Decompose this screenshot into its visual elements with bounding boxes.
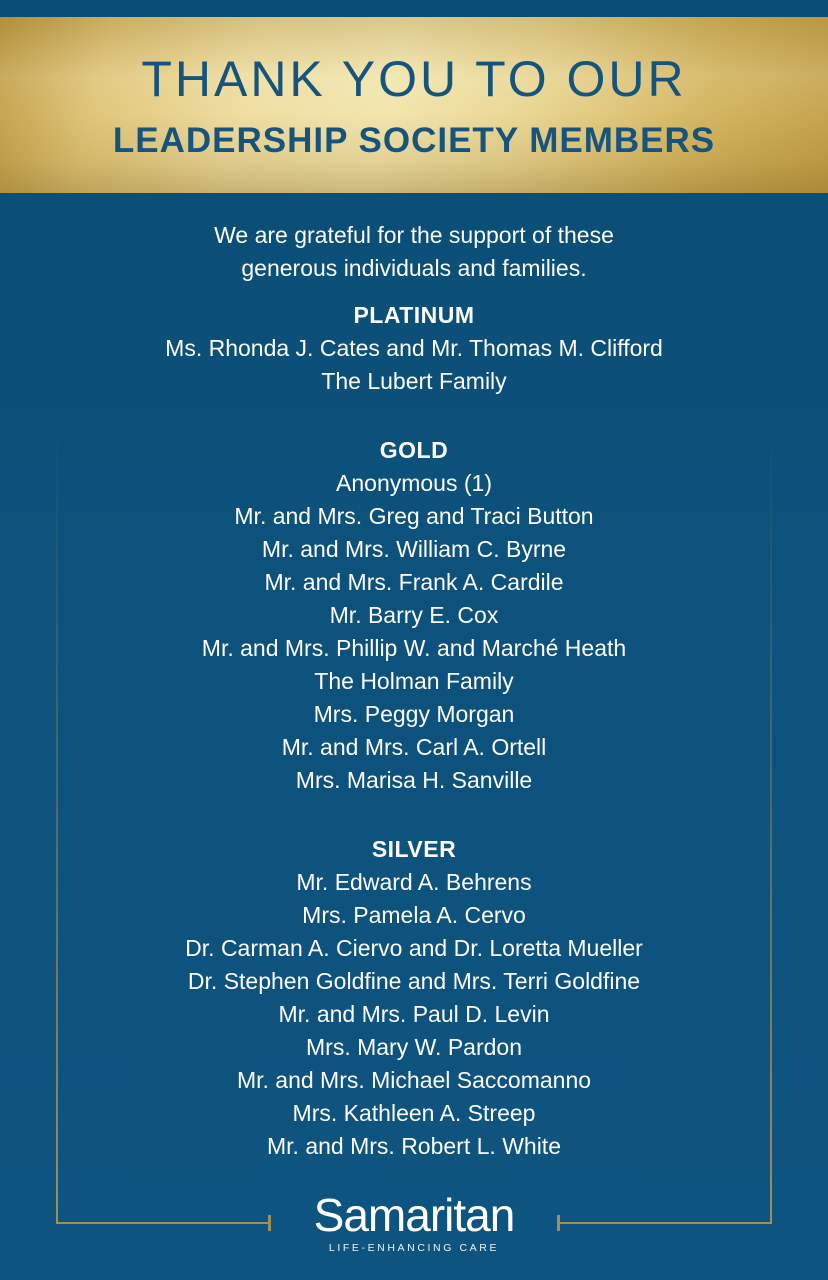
member-name: Ms. Rhonda J. Cates and Mr. Thomas M. Clifford	[165, 335, 663, 361]
logo-tagline: LIFE-ENHANCING CARE	[328, 1242, 500, 1254]
member-name: Dr. Stephen Goldfine and Mrs. Terri Goldfine	[187, 968, 641, 994]
intro-line1: We are grateful for the support of these	[214, 222, 614, 248]
member-name: Mr. and Mrs. Robert L. White	[267, 1133, 561, 1159]
banner	[0, 17, 828, 193]
samaritan-logo: Samaritan	[313, 1189, 515, 1241]
tier-platinum-members	[0, 332, 828, 398]
tier-silver-members	[0, 866, 828, 1163]
gold-frame-right-vertical-line	[770, 430, 772, 1224]
member-name: Mrs. Peggy Morgan	[313, 701, 515, 727]
tier-gold-heading: GOLD	[379, 437, 449, 463]
intro-text	[0, 219, 828, 285]
tier-silver-heading: SILVER	[371, 836, 457, 862]
member-name: Dr. Carman A. Ciervo and Dr. Loretta Mueller	[185, 935, 643, 961]
member-name: Mr. and Mrs. Phillip W. and Marché Heath	[201, 635, 627, 661]
member-name: Mr. and Mrs. Paul D. Levin	[278, 1001, 550, 1027]
member-name: Mr. and Mrs. Frank A. Cardile	[264, 569, 564, 595]
member-name: Mr. Edward A. Behrens	[296, 869, 532, 895]
tier-gold-members	[0, 467, 828, 797]
member-name: The Holman Family	[314, 668, 514, 694]
donor-list	[0, 219, 828, 1163]
tier-platinum	[0, 299, 828, 398]
member-name: Mr. and Mrs. Greg and Traci Button	[234, 503, 594, 529]
member-name: Mrs. Pamela A. Cervo	[302, 902, 526, 928]
tier-gold	[0, 434, 828, 797]
member-name: Mr. and Mrs. Carl A. Ortell	[281, 734, 547, 760]
member-name: Mrs. Mary W. Pardon	[306, 1034, 522, 1060]
member-name: Mr. and Mrs. William C. Byrne	[261, 536, 567, 562]
banner-title-line1: THANK YOU TO OUR	[141, 50, 687, 107]
banner-title-line2: LEADERSHIP SOCIETY MEMBERS	[112, 120, 716, 160]
tier-silver	[0, 833, 828, 1163]
intro-line2: generous individuals and families.	[241, 255, 587, 281]
member-name: Mr. and Mrs. Michael Saccomanno	[236, 1067, 592, 1093]
footer	[0, 1189, 828, 1254]
member-name: Mr. Barry E. Cox	[329, 602, 499, 628]
tier-platinum-heading: PLATINUM	[353, 302, 475, 328]
gold-frame-left-vertical-line	[56, 430, 58, 1224]
member-name: The Lubert Family	[321, 368, 507, 394]
member-name: Anonymous (1)	[336, 470, 492, 496]
member-name: Mrs. Kathleen A. Streep	[292, 1100, 536, 1126]
member-name: Mrs. Marisa H. Sanville	[295, 767, 533, 793]
